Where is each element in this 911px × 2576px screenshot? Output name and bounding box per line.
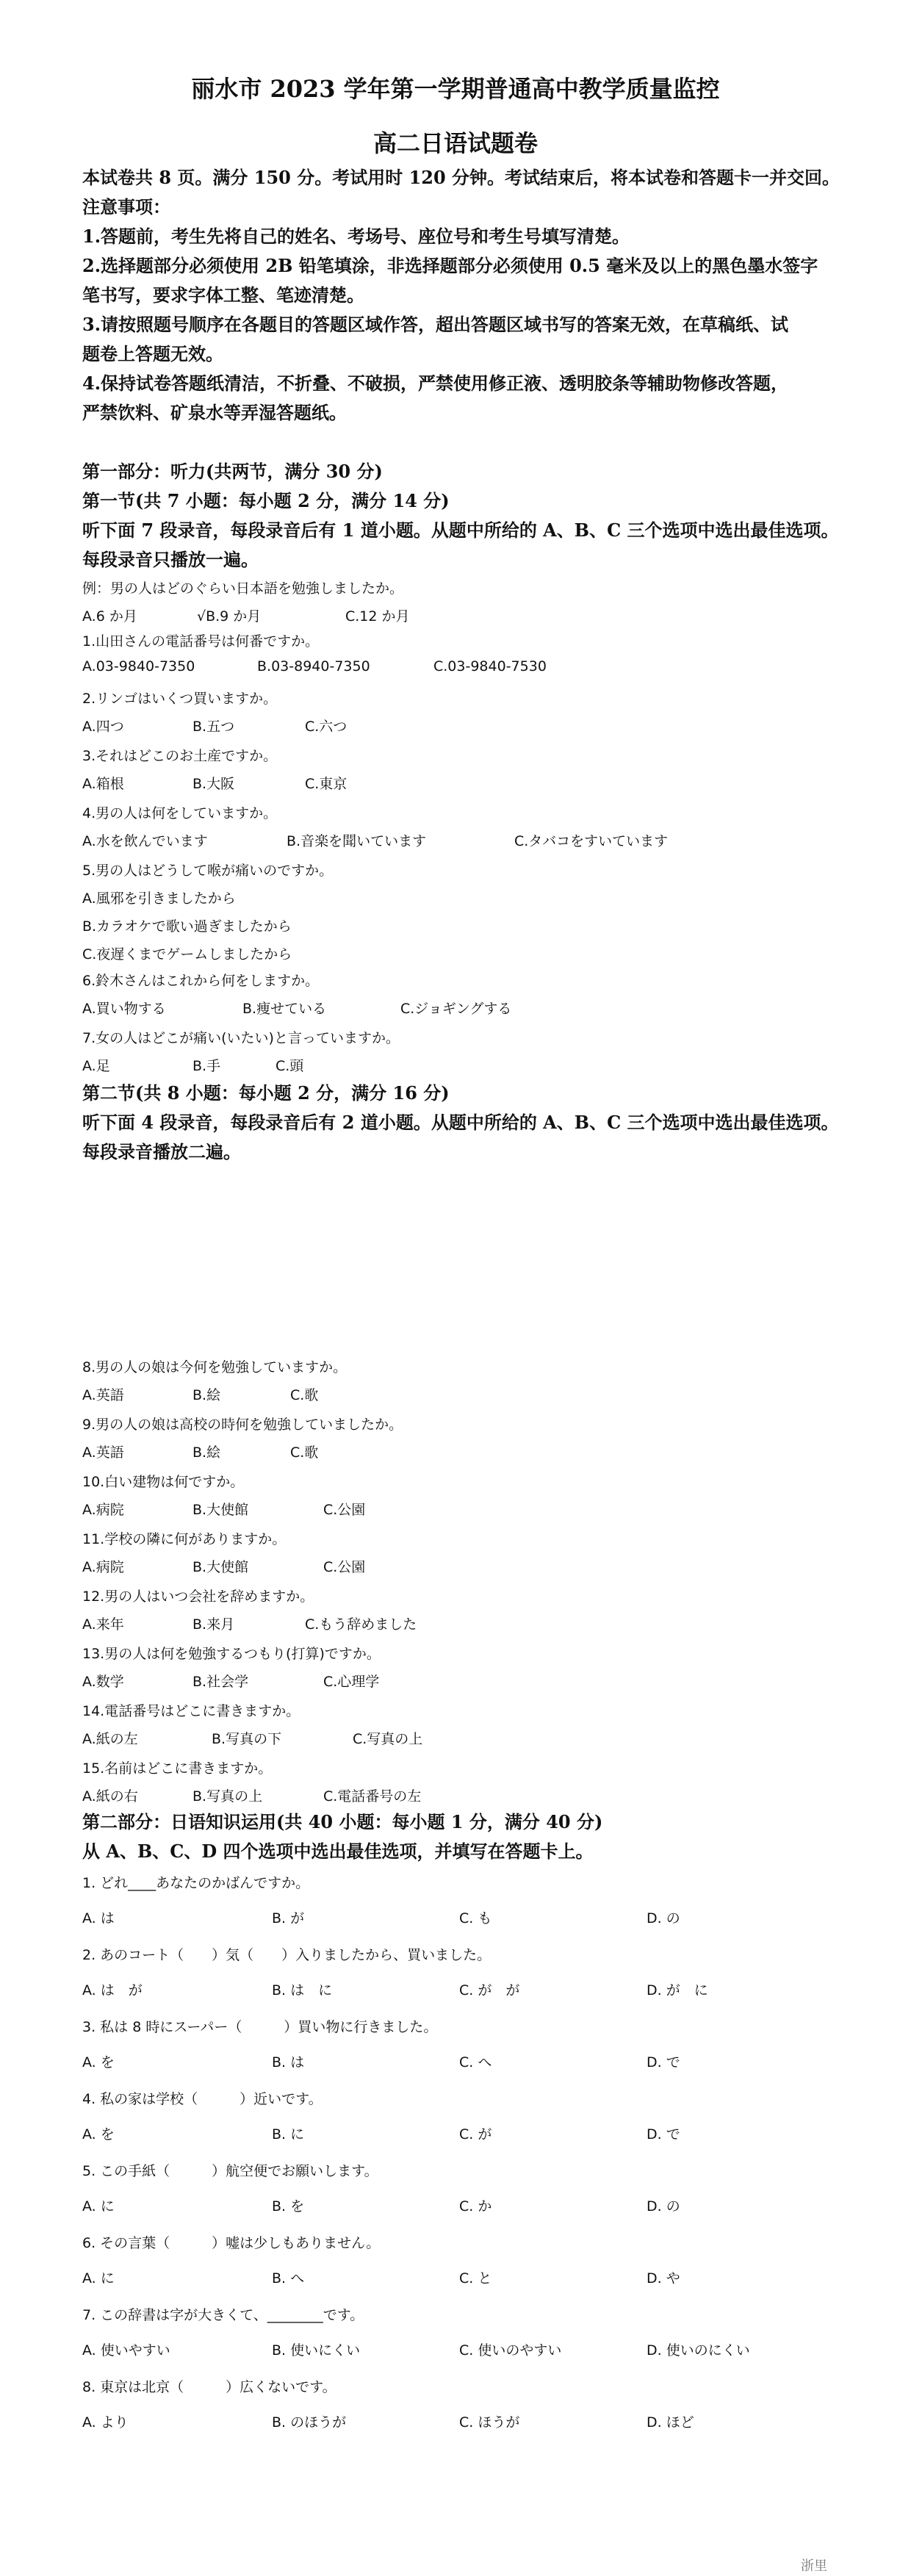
grammar-question: 3. 私は 8 時にスーパー（ ）買い物に行きました。 (82, 2019, 438, 2035)
option-b: B. のほうが (272, 2414, 347, 2431)
option-c: C. へ (459, 2054, 492, 2070)
option-b: B.手 (192, 1058, 221, 1074)
listening-question: 9.男の人の娘は高校の時何を勉強していましたか。 (82, 1417, 403, 1433)
option-a: A. より (82, 2414, 129, 2431)
option-c: C. ほうが (459, 2414, 520, 2431)
notes-heading: 注意事项： (82, 196, 170, 217)
option-a: A. に (82, 2270, 115, 2287)
intro-line: 1.答题前，考生先将自己的姓名、考场号、座位号和考生号填写清楚。 (82, 226, 630, 247)
option-a: A. は が (82, 1982, 143, 1998)
intro-line: 题卷上答题无效。 (82, 343, 223, 364)
option-b: B.絵 (192, 1444, 221, 1461)
intro-line: 2.选择题部分必须使用 2B 铅笔填涂，非选择题部分必须使用 0.5 毫米及以上的黑色墨水签字 (82, 255, 818, 276)
option-d: D. の (647, 2198, 680, 2215)
option-c: C.歌 (290, 1387, 319, 1403)
option-b: B.絵 (192, 1387, 221, 1403)
option-a: A.英語 (82, 1444, 124, 1461)
option-b: B.大使館 (192, 1559, 249, 1575)
intro-line: 4.保持试卷答题纸清洁，不折叠、不破损，严禁使用修正液、透明胶条等辅助物修改答题， (82, 373, 789, 394)
part2-instruction: 从 A、B、C、D 四个选项中选出最佳选项，并填写在答题卡上。 (82, 1841, 594, 1862)
option-c: C.歌 (290, 1444, 319, 1461)
listening-question: 10.白い建物は何ですか。 (82, 1474, 245, 1490)
option-a: A.水を飲んでいます (82, 833, 208, 849)
option-a: A.足 (82, 1058, 110, 1074)
listening-question: 12.男の人はいつ会社を辞めますか。 (82, 1589, 314, 1605)
listening-question: 2.リンゴはいくつ買いますか。 (82, 691, 278, 707)
option-c: C.もう辞めました (305, 1616, 417, 1633)
option-a: A.四つ (82, 719, 124, 735)
listening-question: 5.男の人はどうして喉が痛いのですか。 (82, 863, 334, 879)
part2-title: 第二部分：日语知识运用(共 40 小题：每小题 1 分，满分 40 分) (82, 1811, 603, 1832)
option-a: A.03-9840-7350 (82, 658, 195, 674)
option-b: B.写真の下 (212, 1731, 282, 1747)
grammar-question: 8. 東京は北京（ ）広くないです。 (82, 2379, 336, 2395)
option-d: D. が に (647, 1982, 708, 1998)
option-a: A.風邪を引きましたから (82, 891, 236, 907)
option-c: C. が (459, 2126, 492, 2143)
option-a: A. を (82, 2054, 115, 2070)
option-a: A.病院 (82, 1502, 124, 1518)
section1-instruction: 每段录音只播放一遍。 (82, 549, 259, 570)
section1-instruction: 听下面 7 段录音，每段录音后有 1 道小题。从题中所给的 A、B、C 三个选项中选出最佳选项。 (82, 519, 839, 541)
option-c: C.タバコをすいています (514, 833, 669, 849)
grammar-question: 7. この辞書は字が大きくて、________です。 (82, 2307, 364, 2323)
option-c: C.写真の上 (353, 1731, 423, 1747)
option-a: A.買い物する (82, 1001, 166, 1017)
exam-subtitle: 高二日语试题卷 (372, 129, 538, 157)
option-a: A.紙の左 (82, 1731, 138, 1747)
example-option-a: A.6 か月 (82, 608, 137, 625)
listening-question: 8.男の人の娘は今何を勉強していますか。 (82, 1359, 348, 1375)
option-a: A.来年 (82, 1616, 124, 1633)
option-a: A.病院 (82, 1559, 124, 1575)
option-c: C. も (459, 1910, 492, 1926)
grammar-question: 6. その言葉（ ）嘘は少しもありません。 (82, 2235, 381, 2251)
option-c: C. が が (459, 1982, 520, 1998)
option-b: B.大阪 (192, 776, 235, 792)
option-b: B. は に (272, 1982, 333, 1998)
option-b: B.大使館 (192, 1502, 249, 1518)
option-d: D. の (647, 1910, 680, 1926)
option-b: B.写真の上 (192, 1788, 263, 1805)
option-d: D. ほど (647, 2414, 694, 2431)
intro-line: 严禁饮料、矿泉水等弄湿答题纸。 (82, 402, 347, 423)
option-c: C.公園 (323, 1502, 366, 1518)
option-d: D. や (647, 2270, 680, 2287)
intro-line: 本试卷共 8 页。满分 150 分。考试用时 120 分钟。考试结束后，将本试卷和答题卡一并交回。 (82, 167, 840, 188)
option-a: A. に (82, 2198, 115, 2215)
listening-question: 1.山田さんの電話番号は何番ですか。 (82, 633, 320, 650)
option-c: C.夜遅くまでゲームしましたから (82, 946, 292, 963)
grammar-question: 5. この手紙（ ）航空便でお願いします。 (82, 2163, 378, 2179)
part1-title: 第一部分：听力(共两节，满分 30 分) (82, 461, 383, 482)
option-b: B. は (272, 2054, 305, 2070)
option-a: A. は (82, 1910, 115, 1926)
option-c: C. と (459, 2270, 492, 2287)
option-b: B.カラオケで歌い過ぎましたから (82, 918, 292, 935)
watermark: 浙里 (801, 2558, 827, 2574)
grammar-question: 1. どれ____あなたのかばんですか。 (82, 1875, 310, 1891)
listening-question: 14.電話番号はどこに書きますか。 (82, 1703, 300, 1719)
example-option-b-checked: √B.9 か月 (197, 608, 262, 625)
part1-section2-title: 第二节(共 8 小题：每小题 2 分，满分 16 分) (82, 1082, 450, 1104)
option-b: B.03-8940-7350 (257, 658, 370, 674)
listening-question: 3.それはどこのお土産ですか。 (82, 748, 278, 764)
listening-question: 15.名前はどこに書きますか。 (82, 1760, 273, 1777)
intro-line: 笔书写，要求字体工整、笔迹清楚。 (82, 284, 364, 306)
option-a: A.数学 (82, 1674, 124, 1690)
option-c: C. か (459, 2198, 492, 2215)
listening-question: 7.女の人はどこが痛い(いたい)と言っていますか。 (82, 1030, 400, 1046)
example-question: 例：男の人はどのぐらい日本語を勉強しましたか。 (82, 580, 404, 597)
option-a: A. 使いやすい (82, 2342, 170, 2359)
section2-instruction: 每段录音播放二遍。 (82, 1141, 241, 1162)
option-c: C.電話番号の左 (323, 1788, 422, 1805)
option-d: D. で (647, 2126, 680, 2143)
listening-question: 11.学校の隣に何がありますか。 (82, 1531, 287, 1547)
section2-instruction: 听下面 4 段录音，每段录音后有 2 道小题。从题中所给的 A、B、C 三个选项中选出最佳选项。 (82, 1112, 839, 1133)
option-a: A.英語 (82, 1387, 124, 1403)
intro-line: 3.请按照题号顺序在各题目的答题区域作答，超出答题区域书写的答案无效，在草稿纸、试 (82, 314, 789, 335)
grammar-question: 2. あのコート（ ）気（ ）入りましたから、買いました。 (82, 1947, 491, 1963)
option-c: C.ジョギングする (400, 1001, 512, 1017)
option-b: B.音楽を聞いています (287, 833, 427, 849)
option-b: B. が (272, 1910, 305, 1926)
option-d: D. で (647, 2054, 680, 2070)
option-b: B.社会学 (192, 1674, 249, 1690)
option-d: D. 使いのにくい (647, 2342, 750, 2359)
option-a: A.箱根 (82, 776, 124, 792)
option-c: C.心理学 (323, 1674, 380, 1690)
part1-section1-title: 第一节(共 7 小题：每小题 2 分，满分 14 分) (82, 490, 450, 511)
exam-title: 丽水市 2023 学年第一学期普通高中教学质量监控 (191, 75, 720, 103)
option-c: C.六つ (305, 719, 348, 735)
option-c: C.公園 (323, 1559, 366, 1575)
grammar-question: 4. 私の家は学校（ ）近いです。 (82, 2091, 323, 2107)
option-b: B. を (272, 2198, 305, 2215)
option-b: B. に (272, 2126, 305, 2143)
option-a: A. を (82, 2126, 115, 2143)
option-c: C.頭 (276, 1058, 304, 1074)
option-b: B. へ (272, 2270, 305, 2287)
listening-question: 13.男の人は何を勉強するつもり(打算)ですか。 (82, 1646, 381, 1662)
example-option-c: C.12 か月 (345, 608, 410, 625)
listening-question: 4.男の人は何をしていますか。 (82, 805, 278, 821)
option-a: A.紙の右 (82, 1788, 138, 1805)
option-b: B.五つ (192, 719, 235, 735)
option-b: B.痩せている (242, 1001, 327, 1017)
option-b: B. 使いにくい (272, 2342, 361, 2359)
option-c: C.03-9840-7530 (433, 658, 547, 674)
listening-question: 6.鈴木さんはこれから何をしますか。 (82, 973, 320, 989)
option-c: C.東京 (305, 776, 348, 792)
option-c: C. 使いのやすい (459, 2342, 562, 2359)
option-b: B.来月 (192, 1616, 235, 1633)
